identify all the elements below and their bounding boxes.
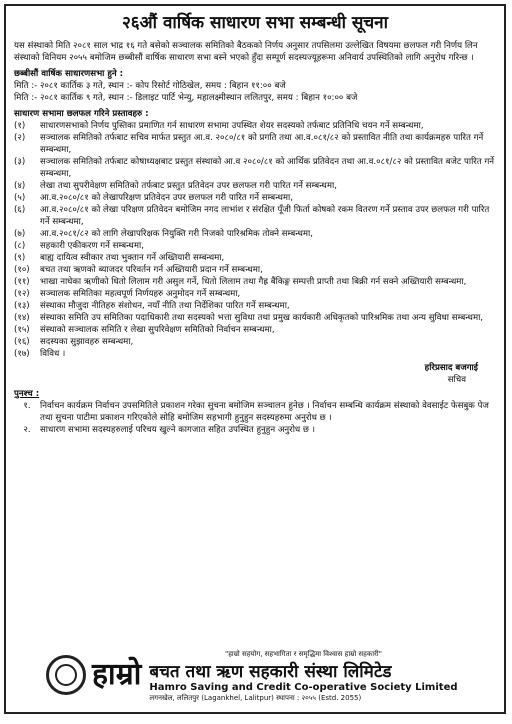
- agenda-item-text: बचत तथा ऋणको ब्याजदर परिवर्तन गर्न अख्तियारी प्रदान गर्ने सम्बन्धमा,: [40, 265, 263, 275]
- page-title: २६औं वार्षिक साधारण सभा सम्बन्धी सूचना: [121, 13, 389, 33]
- signatory-role: सचिव: [447, 375, 466, 385]
- agenda-item-number: (१): [14, 121, 26, 131]
- agenda-item-text: सञ्चालक समितिका महत्वपूर्ण निर्णयहरु अनुमोदन गर्ने सम्बन्धमा,: [40, 289, 241, 299]
- ps-list: [14, 400, 496, 436]
- agenda-item: [14, 336, 496, 348]
- agenda-item-text: आ.व.२०८०/८१ को लेखापरिक्षण प्रतिवेदन उपर छलफल गरी पारित गर्ने सम्बन्धमा,: [40, 193, 293, 203]
- agenda-item-number: (८): [14, 241, 26, 251]
- agenda-item: [14, 228, 496, 240]
- agenda-item-number: (४): [14, 181, 26, 191]
- agenda-item-text: विविध ।: [40, 349, 66, 359]
- established-text: स्थापना : २०५५ (Estd. 2055): [276, 693, 362, 702]
- ps-heading: पुनश्च :: [14, 389, 40, 399]
- agenda-item: [14, 288, 496, 300]
- ps-item-number: १.: [23, 401, 31, 411]
- agenda-item-text: सहकारी एकीकरण गर्ने सम्बन्धमा,: [40, 241, 144, 251]
- agenda-item-number: (३): [14, 157, 26, 167]
- agenda-item-text: आ.व.२०८०/८१ को लेखा परिक्षण प्रतिवेदन बमोजिम नगद लाभांश र संरक्षित पूँजी फिर्ता कोषको रकम वितरण गर्ने प्रस्ताव उपर छलफल गरी पारित गर्ने सम्बन्धमा,: [40, 205, 490, 227]
- cooperative-logo-icon: [46, 655, 86, 695]
- org-name-nepali: बचत तथा ऋण सहकारी संस्था लिमिटेड: [149, 661, 392, 682]
- agenda-item-text: संस्थाको सञ्चालक समिति र लेखा सुपरिवेक्षण समितिको निर्वाचन सम्बन्धमा,: [40, 325, 275, 335]
- agenda-item-text: सञ्चालक समितिको तर्फबाट कोषाध्यक्षबाट प्रस्तुत संस्थाको आ.व २०८०/८१ को आर्थिक प्रतिवेदन तथा आ.व.०८१/८२ को प्रस्तावित बजेट पारित गर्ने सम्बन्धमा,: [40, 157, 495, 179]
- agenda-list: [14, 120, 496, 360]
- signature-block: [14, 362, 496, 386]
- agenda-item-number: (१६): [14, 337, 30, 347]
- agenda-item-number: (११): [14, 277, 30, 287]
- agenda-item: [14, 180, 496, 192]
- agenda-item: [14, 264, 496, 276]
- agenda-item: [14, 324, 496, 336]
- agenda-item: [14, 348, 496, 360]
- agenda-item-text: भाखा नाघेका ऋणीको धितो लिलाम गरी असुल गर्ने, धितो लिलाम तथा गैह्र बैंकिङ्ग सम्पत्ती प्राप्ती तथा बिक्री गर्न सक्ने अख्तियारी सम्बन्धमा,: [40, 277, 467, 287]
- agenda-item-number: (७): [14, 229, 26, 239]
- agenda-item-number: (१७): [14, 349, 30, 359]
- agenda-item-number: (१२): [14, 289, 30, 299]
- ps-item-number: २.: [23, 425, 31, 435]
- org-tagline: "हाम्रो सहयोग, सहभागिता र समृद्धिमा विश्वास हाम्रो सहकारी": [225, 649, 382, 658]
- agenda-item: [14, 132, 496, 156]
- agenda-item-number: (१०): [14, 265, 30, 275]
- address-text: लगनखेल, ललितपुर (Lagankhel, Lalitpur): [149, 693, 274, 702]
- org-name-english: Hamro Saving and Credit Co-operative Society Limited: [149, 681, 458, 693]
- agenda-item-text: संस्थाका मौजुदा नीतिहरु संशोधन, नयाँ नीति तथा निर्देशिका पारित गर्ने सम्बन्धमा,: [40, 301, 290, 311]
- agenda-item-text: सदस्यका सुझावहरु सम्बन्धमा,: [40, 337, 134, 347]
- org-address: [149, 694, 457, 703]
- meeting-row-2: मिति :- २०८१ कार्तिक ९ गते, स्थान :- डिलाइट पार्टि भेन्यु, महालक्ष्मीस्थान ललितपुर, समय : बिहान १०:०० बजे: [14, 93, 358, 103]
- agenda-item: [14, 276, 496, 288]
- ps-item: [14, 400, 496, 424]
- footer-brand: [46, 644, 484, 706]
- ps-item-text: साधारण सभामा सदस्यहरुलाई परिचय खुल्ने कागजात सहित उपस्थित हुनुहुन अनुरोध छ ।: [40, 425, 315, 435]
- agenda-item-text: संस्थाका समिति उप समितिका पदाधिकारी तथा सदस्यको भत्ता सुविधा तथा प्रमुख कार्यकारी अधिकृतको पारिश्रमिक तथा अन्य सुविधा सम्बन्धमा,: [40, 313, 484, 323]
- signatory-name: हरिप्रसाद बजगाई: [424, 363, 478, 373]
- agenda-item: [14, 312, 496, 324]
- agenda-item-number: (९): [14, 253, 26, 263]
- agenda-item-number: (१३): [14, 301, 30, 311]
- agenda-item-number: (१४): [14, 313, 30, 323]
- agenda-item-number: (१५): [14, 325, 30, 335]
- intro-paragraph: यस संस्थाको मिति २०८१ साल भाद्र १६ गते बसेको सञ्चालक समितिको बैठकको निर्णय अनुसार तपसिलमा उल्लेखित विषयमा छलफल गरी निर्णय लिन संस्थाको विनियम २०५५ बमोजिम छब्बीसौं वार्षिक साधारण सभा बस्ने भएको हुँदा सम्पूर्ण सदस्यज्यूहरूमा अनिवार्य उपस्थितिको लागि अनुरोध गरिन्छ ।: [14, 41, 478, 63]
- agenda-item: [14, 252, 496, 264]
- agenda-item-number: (५): [14, 193, 26, 203]
- meeting-row-1: मिति :- २०८१ कार्तिक ३ गते, स्थान :- कोप रिसोर्ट गोठिखेल, समय : बिहान ११:०० बजे: [14, 81, 286, 91]
- agenda-item-text: लेखा तथा सुपरीवेक्षण समितिको तर्फबाट प्रस्तुत प्रतिवेदन उपर छलफल गरी पारित गर्ने सम्बन्धमा,: [40, 181, 337, 191]
- org-block: [149, 648, 457, 703]
- ps-item-text: निर्वाचन कार्यक्रम निर्वाचन उपसमितिले प्रकाशन गरेका सुचना बमोजिम सञ्चालन हुनेछ । निर्वाचन सम्बन्धि कार्यक्रम संस्थाको वेवसाईट फेसबुक पेज तथा सुचना पाटीमा प्रकाशन गरिएकोले सोहि बमोजिम सहभागी हुनुहुन सदस्यहरुमा अनुरोध छ ।: [40, 401, 489, 423]
- agenda-item-number: (२): [14, 133, 26, 143]
- agenda-item: [14, 240, 496, 252]
- agenda-item-text: आ.व.२०८१/८२ को लागि लेखापरिक्षक नियुक्ति गरी निजको पारिश्रमिक तोक्ने सम्बन्धमा,: [40, 229, 313, 239]
- brand-word: हाम्रो: [92, 657, 142, 692]
- agenda-item-text: बाह्य दायित्व स्वीकार तथा भुक्तान गर्ने अख्तियारी सम्बन्धमा,: [40, 253, 225, 263]
- agenda-item-number: (६): [14, 205, 26, 215]
- agenda-heading: साधारण सभामा छलफल गरिने प्रस्तावहरु :: [14, 109, 149, 119]
- agenda-item: [14, 156, 496, 180]
- agenda-item: [14, 204, 496, 228]
- ps-item: [14, 424, 496, 436]
- agenda-item-text: सञ्चालक समितिको तर्फबाट सचिव मार्फत प्रस्तुत आ.व. २०८०/८१ को प्रगति तथा आ.व.०८१/८२ को प्रस्तावित नीति तथा कार्यक्रमहरु पारित गर्ने सम्बन्धमा,: [40, 133, 484, 155]
- agenda-item-text: साधारणसभाको निर्णय पुस्तिका प्रमाणित गर्न साधारण सभामा उपस्थित शेयर सदस्यको तर्फबाट प्रतिनिधि चयन गर्ने सम्बन्धमा,: [40, 121, 424, 131]
- agenda-item: [14, 192, 496, 204]
- agenda-item: [14, 300, 496, 312]
- agenda-item: [14, 120, 496, 132]
- notice-page: [4, 4, 506, 714]
- meeting-heading: छब्बीसौं वार्षिक साधारणसभा हुने :: [14, 69, 124, 79]
